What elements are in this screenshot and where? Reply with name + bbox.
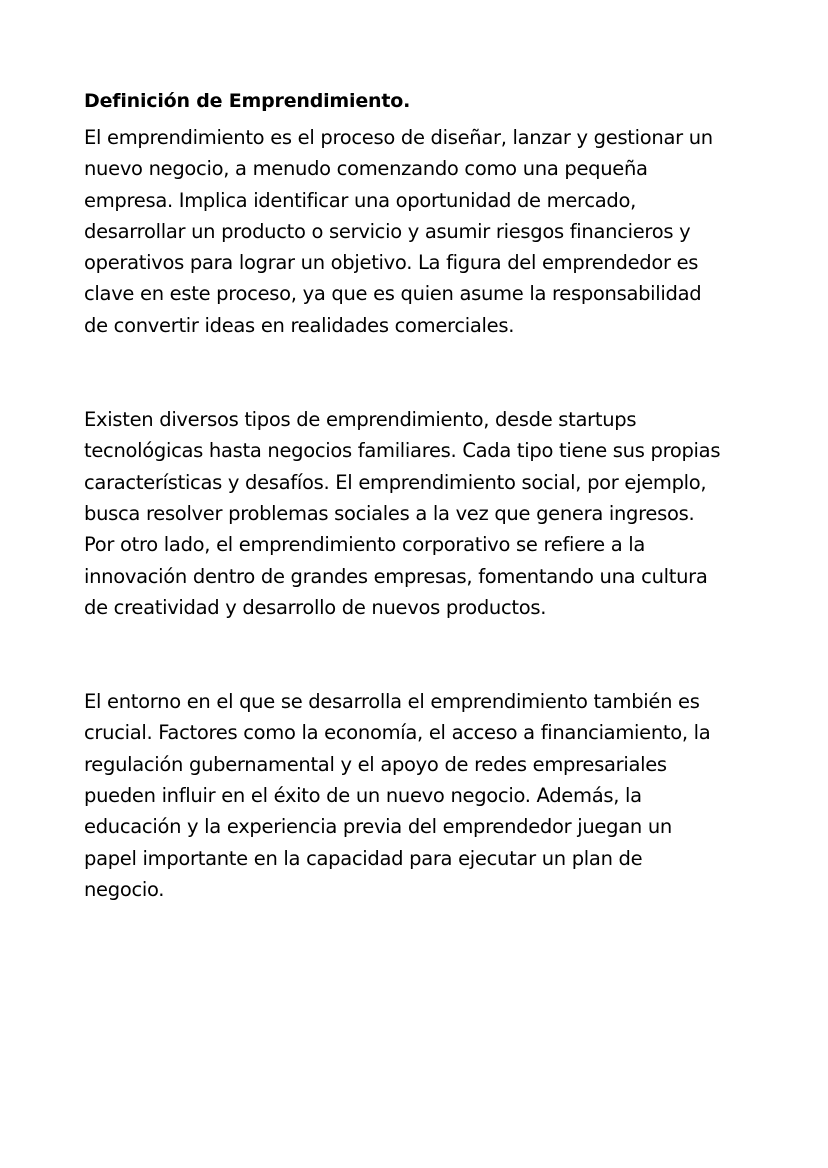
paragraph-definition: El emprendimiento es el proceso de diseñar, lanzar y gestionar un nuevo negocio, a menudo comenzando como una pequeña empresa. Implica identificar una oportunidad de mercado, desarrollar un producto o servicio y asumir riesgos financieros y operativos para lograr un objetivo. La figura del emprendedor es clave en este proceso, ya que es quien asume la responsabilidad de convertir ideas en realidades comerciales. (84, 126, 713, 337)
paragraph-types: Existen diversos tipos de emprendimiento, desde startups tecnológicas hasta negocios familiares. Cada tipo tiene sus propias características y desafíos. El emprendimiento social, por ejemplo, busca resolver problemas sociales a la vez que genera ingresos. Por otro lado, el emprendimiento corporativo se refiere a la innovación dentro de grandes empresas, fomentando una cultura de creatividad y desarrollo de nuevos productos. (84, 408, 721, 619)
paragraph-environment: El entorno en el que se desarrolla el emprendimiento también es crucial. Factores como la economía, el acceso a financiamiento, la regulación gubernamental y el apoyo de redes empresariales pueden influir en el éxito de un nuevo negocio. Además, la educación y la experiencia previa del emprendedor juegan un papel importante en la capacidad para ejecutar un plan de negocio. (84, 690, 711, 901)
document-heading: Definición de Emprendimiento. (84, 90, 411, 112)
document-content (84, 86, 724, 905)
